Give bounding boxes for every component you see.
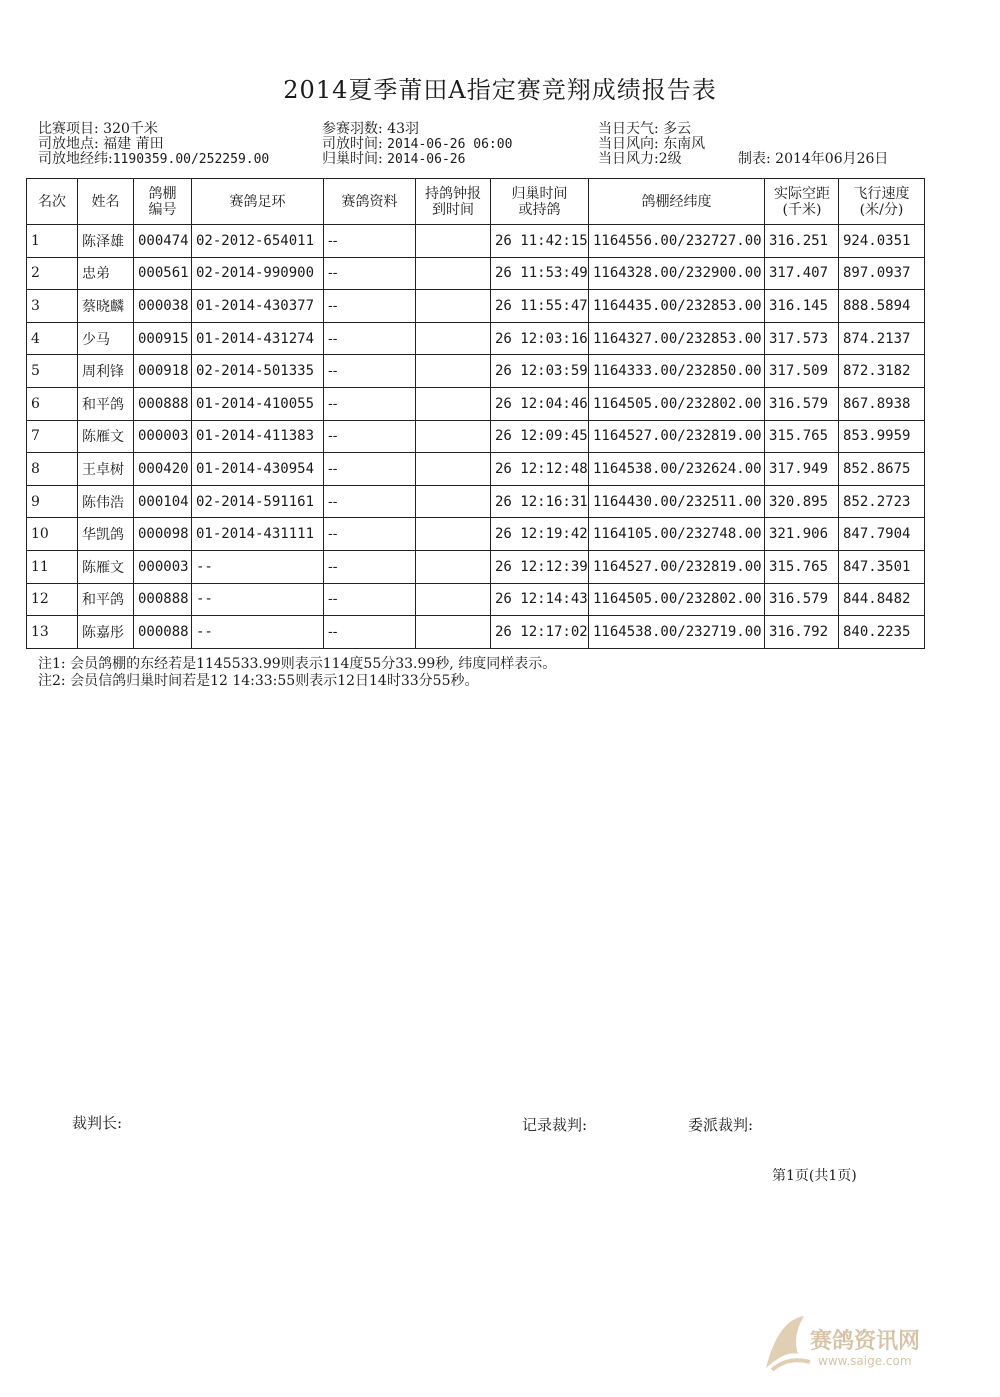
cell-arrival: 26 12:14:43	[491, 583, 589, 616]
info-row	[322, 137, 512, 152]
cell-pigeon-info: --	[324, 518, 416, 551]
cell-distance: 317.573	[765, 322, 839, 355]
cell-speed: 847.7904	[839, 518, 925, 551]
cell-rank: 10	[27, 518, 78, 551]
cell-loft-id: 000098	[134, 518, 192, 551]
table-row	[27, 550, 925, 583]
cell-speed: 874.2137	[839, 322, 925, 355]
info-value: 43羽	[387, 121, 419, 137]
header-name: 姓名	[78, 179, 134, 225]
cell-loft-id: 000918	[134, 355, 192, 388]
cell-distance: 317.407	[765, 257, 839, 290]
header-ring: 赛鸽足环	[192, 179, 324, 225]
table-row	[27, 257, 925, 290]
header-arrival	[491, 179, 589, 225]
cell-clock-time	[416, 485, 491, 518]
cell-coords: 1164538.00/232624.00	[589, 453, 765, 486]
table-row	[27, 616, 925, 649]
info-value: 2014-06-26	[387, 152, 466, 167]
cell-rank: 6	[27, 387, 78, 420]
cell-clock-time	[416, 225, 491, 258]
header-speed	[839, 179, 925, 225]
header-loft-id-text: 鸽棚编号	[148, 185, 177, 218]
cell-rank: 5	[27, 355, 78, 388]
cell-speed: 847.3501	[839, 550, 925, 583]
cell-loft-id: 000915	[134, 322, 192, 355]
cell-distance: 316.579	[765, 387, 839, 420]
cell-clock-time	[416, 583, 491, 616]
cell-coords: 1164328.00/232900.00	[589, 257, 765, 290]
cell-loft-id: 000038	[134, 290, 192, 323]
cell-clock-time	[416, 616, 491, 649]
cell-loft-id: 000088	[134, 616, 192, 649]
cell-arrival: 26 12:03:16	[491, 322, 589, 355]
cell-coords: 1164105.00/232748.00	[589, 518, 765, 551]
info-row	[322, 122, 512, 137]
cell-clock-time	[416, 453, 491, 486]
info-label: 归巢时间:	[322, 151, 383, 167]
cell-distance: 316.251	[765, 225, 839, 258]
table-row	[27, 583, 925, 616]
cell-distance: 320.895	[765, 485, 839, 518]
header-distance-text: 实际空距(千米)	[774, 185, 830, 218]
cell-clock-time	[416, 387, 491, 420]
cell-pigeon-info: --	[324, 355, 416, 388]
cell-ring: --	[192, 583, 324, 616]
table-row	[27, 387, 925, 420]
signature-recorder: 记录裁判:	[522, 1116, 588, 1134]
cell-clock-time	[416, 550, 491, 583]
cell-pigeon-info: --	[324, 583, 416, 616]
info-label: 当日风力:	[598, 151, 659, 167]
info-value: 1190359.00/252259.00	[112, 152, 270, 167]
table-header-row	[27, 179, 925, 225]
cell-pigeon-info: --	[324, 485, 416, 518]
cell-name: 陈伟浩	[78, 485, 134, 518]
info-label: 司放地点:	[38, 136, 99, 152]
cell-name: 少马	[78, 322, 134, 355]
table-row	[27, 290, 925, 323]
cell-loft-id: 000474	[134, 225, 192, 258]
table-row	[27, 225, 925, 258]
cell-coords: 1164505.00/232802.00	[589, 583, 765, 616]
info-label: 司放时间:	[322, 136, 383, 152]
table-row	[27, 420, 925, 453]
cell-distance: 315.765	[765, 550, 839, 583]
cell-coords: 1164435.00/232853.00	[589, 290, 765, 323]
cell-ring: 01-2014-430954	[192, 453, 324, 486]
header-speed-text: 飞行速度(米/分)	[853, 185, 910, 218]
cell-speed: 840.2235	[839, 616, 925, 649]
info-row	[38, 137, 269, 152]
header-distance	[765, 179, 839, 225]
cell-distance: 316.792	[765, 616, 839, 649]
header-clock-time-text: 持鸽钟报到时间	[425, 185, 481, 218]
signature-delegate: 委派裁判:	[688, 1116, 754, 1134]
cell-pigeon-info: --	[324, 257, 416, 290]
cell-ring: --	[192, 550, 324, 583]
footnotes	[38, 656, 556, 690]
cell-arrival: 26 12:04:46	[491, 387, 589, 420]
cell-arrival: 26 11:53:49	[491, 257, 589, 290]
cell-pigeon-info: --	[324, 420, 416, 453]
cell-name: 陈雁文	[78, 420, 134, 453]
watermark-name: 赛鸽资讯网	[810, 1329, 921, 1354]
cell-clock-time	[416, 290, 491, 323]
info-label: 参赛羽数:	[322, 121, 383, 137]
cell-loft-id: 000104	[134, 485, 192, 518]
cell-rank: 11	[27, 550, 78, 583]
cell-name: 忠弟	[78, 257, 134, 290]
cell-distance: 317.509	[765, 355, 839, 388]
info-value: 2级	[658, 151, 682, 167]
table-row	[27, 355, 925, 388]
table-row	[27, 322, 925, 355]
cell-coords: 1164333.00/232850.00	[589, 355, 765, 388]
header-pigeon-info: 赛鸽资料	[324, 179, 416, 225]
cell-rank: 7	[27, 420, 78, 453]
cell-speed: 888.5894	[839, 290, 925, 323]
cell-loft-id: 000003	[134, 420, 192, 453]
cell-loft-id: 000003	[134, 550, 192, 583]
info-label: 当日风向:	[598, 136, 659, 152]
cell-pigeon-info: --	[324, 387, 416, 420]
cell-clock-time	[416, 420, 491, 453]
info-value: 东南风	[663, 136, 706, 152]
cell-clock-time	[416, 322, 491, 355]
cell-ring: --	[192, 616, 324, 649]
cell-name: 王卓树	[78, 453, 134, 486]
page-title: 2014夏季莆田A指定赛竞翔成绩报告表	[283, 76, 717, 104]
cell-arrival: 26 12:16:31	[491, 485, 589, 518]
info-row	[38, 152, 269, 167]
cell-ring: 02-2012-654011	[192, 225, 324, 258]
cell-loft-id: 000420	[134, 453, 192, 486]
cell-speed: 897.0937	[839, 257, 925, 290]
cell-coords: 1164527.00/232819.00	[589, 550, 765, 583]
cell-ring: 01-2014-431274	[192, 322, 324, 355]
cell-name: 陈泽雄	[78, 225, 134, 258]
cell-rank: 9	[27, 485, 78, 518]
footnote: 注1: 会员鸽棚的东经若是1145533.99则表示114度55分33.99秒, 纬度同样表示。	[38, 656, 557, 672]
cell-distance: 316.145	[765, 290, 839, 323]
cell-distance: 316.579	[765, 583, 839, 616]
cell-speed: 867.8938	[839, 387, 925, 420]
cell-rank: 3	[27, 290, 78, 323]
site-watermark	[758, 1310, 988, 1380]
info-label: 当日天气:	[598, 121, 659, 137]
cell-rank: 2	[27, 257, 78, 290]
results-table	[26, 178, 925, 649]
cell-arrival: 26 12:03:59	[491, 355, 589, 388]
cell-arrival: 26 12:09:45	[491, 420, 589, 453]
cell-ring: 02-2014-501335	[192, 355, 324, 388]
info-label: 比赛项目:	[38, 121, 99, 137]
cell-clock-time	[416, 257, 491, 290]
header-loft-id	[134, 179, 192, 225]
table-row	[27, 485, 925, 518]
cell-loft-id: 000888	[134, 583, 192, 616]
cell-speed: 844.8482	[839, 583, 925, 616]
cell-coords: 1164527.00/232819.00	[589, 420, 765, 453]
cell-name: 周利锋	[78, 355, 134, 388]
cell-rank: 8	[27, 453, 78, 486]
cell-name: 华凯鸽	[78, 518, 134, 551]
cell-pigeon-info: --	[324, 550, 416, 583]
header-clock-time	[416, 179, 491, 225]
cell-pigeon-info: --	[324, 322, 416, 355]
results-body	[27, 225, 925, 649]
cell-pigeon-info: --	[324, 225, 416, 258]
header-rank: 名次	[27, 179, 78, 225]
cell-speed: 924.0351	[839, 225, 925, 258]
cell-distance: 315.765	[765, 420, 839, 453]
cell-ring: 01-2014-411383	[192, 420, 324, 453]
cell-speed: 852.8675	[839, 453, 925, 486]
cell-rank: 13	[27, 616, 78, 649]
cell-speed: 872.3182	[839, 355, 925, 388]
cell-ring: 02-2014-591161	[192, 485, 324, 518]
info-row	[598, 122, 705, 137]
cell-speed: 852.2723	[839, 485, 925, 518]
cell-clock-time	[416, 355, 491, 388]
info-value: 320千米	[103, 121, 158, 137]
header-arrival-text: 归巢时间或持鸽	[511, 185, 568, 218]
info-label: 司放地经纬:	[38, 151, 113, 167]
cell-coords: 1164430.00/232511.00	[589, 485, 765, 518]
info-column-weather	[598, 122, 705, 167]
cell-arrival: 26 11:55:47	[491, 290, 589, 323]
cell-name: 陈嘉彤	[78, 616, 134, 649]
info-value: 多云	[663, 121, 692, 137]
footnote: 注2: 会员信鸽归巢时间若是12 14:33:55则表示12日14时33分55秒。	[38, 673, 479, 689]
cell-rank: 12	[27, 583, 78, 616]
info-row	[598, 137, 705, 152]
info-value: 福建 莆田	[103, 136, 164, 152]
info-column-release	[322, 122, 512, 167]
cell-name: 和平鸽	[78, 583, 134, 616]
cell-distance: 317.949	[765, 453, 839, 486]
cell-coords: 1164505.00/232802.00	[589, 387, 765, 420]
cell-loft-id: 000888	[134, 387, 192, 420]
info-value: 2014-06-26 06:00	[387, 137, 513, 152]
cell-arrival: 26 12:19:42	[491, 518, 589, 551]
made-by-date: 制表: 2014年06月26日	[738, 151, 889, 167]
cell-loft-id: 000561	[134, 257, 192, 290]
cell-speed: 853.9959	[839, 420, 925, 453]
cell-pigeon-info: --	[324, 290, 416, 323]
table-row	[27, 453, 925, 486]
cell-name: 蔡晓麟	[78, 290, 134, 323]
cell-coords: 1164327.00/232853.00	[589, 322, 765, 355]
cell-coords: 1164556.00/232727.00	[589, 225, 765, 258]
cell-arrival: 26 12:12:48	[491, 453, 589, 486]
signature-chief: 裁判长:	[72, 1114, 123, 1132]
info-row	[38, 122, 269, 137]
page-number: 第1页(共1页)	[772, 1168, 857, 1184]
info-column-race	[38, 122, 269, 167]
cell-arrival: 26 12:12:39	[491, 550, 589, 583]
cell-ring: 01-2014-431111	[192, 518, 324, 551]
cell-ring: 02-2014-990900	[192, 257, 324, 290]
cell-name: 陈雁文	[78, 550, 134, 583]
cell-distance: 321.906	[765, 518, 839, 551]
cell-rank: 1	[27, 225, 78, 258]
cell-arrival: 26 11:42:15	[491, 225, 589, 258]
cell-coords: 1164538.00/232719.00	[589, 616, 765, 649]
cell-clock-time	[416, 518, 491, 551]
cell-ring: 01-2014-430377	[192, 290, 324, 323]
cell-ring: 01-2014-410055	[192, 387, 324, 420]
watermark-url: www.saige.com	[818, 1354, 912, 1368]
cell-rank: 4	[27, 322, 78, 355]
pigeon-logo-icon	[758, 1310, 818, 1380]
cell-pigeon-info: --	[324, 616, 416, 649]
cell-pigeon-info: --	[324, 453, 416, 486]
cell-name: 和平鸽	[78, 387, 134, 420]
cell-arrival: 26 12:17:02	[491, 616, 589, 649]
info-row	[322, 152, 512, 167]
table-row	[27, 518, 925, 551]
info-row	[598, 152, 705, 167]
header-coords: 鸽棚经纬度	[589, 179, 765, 225]
